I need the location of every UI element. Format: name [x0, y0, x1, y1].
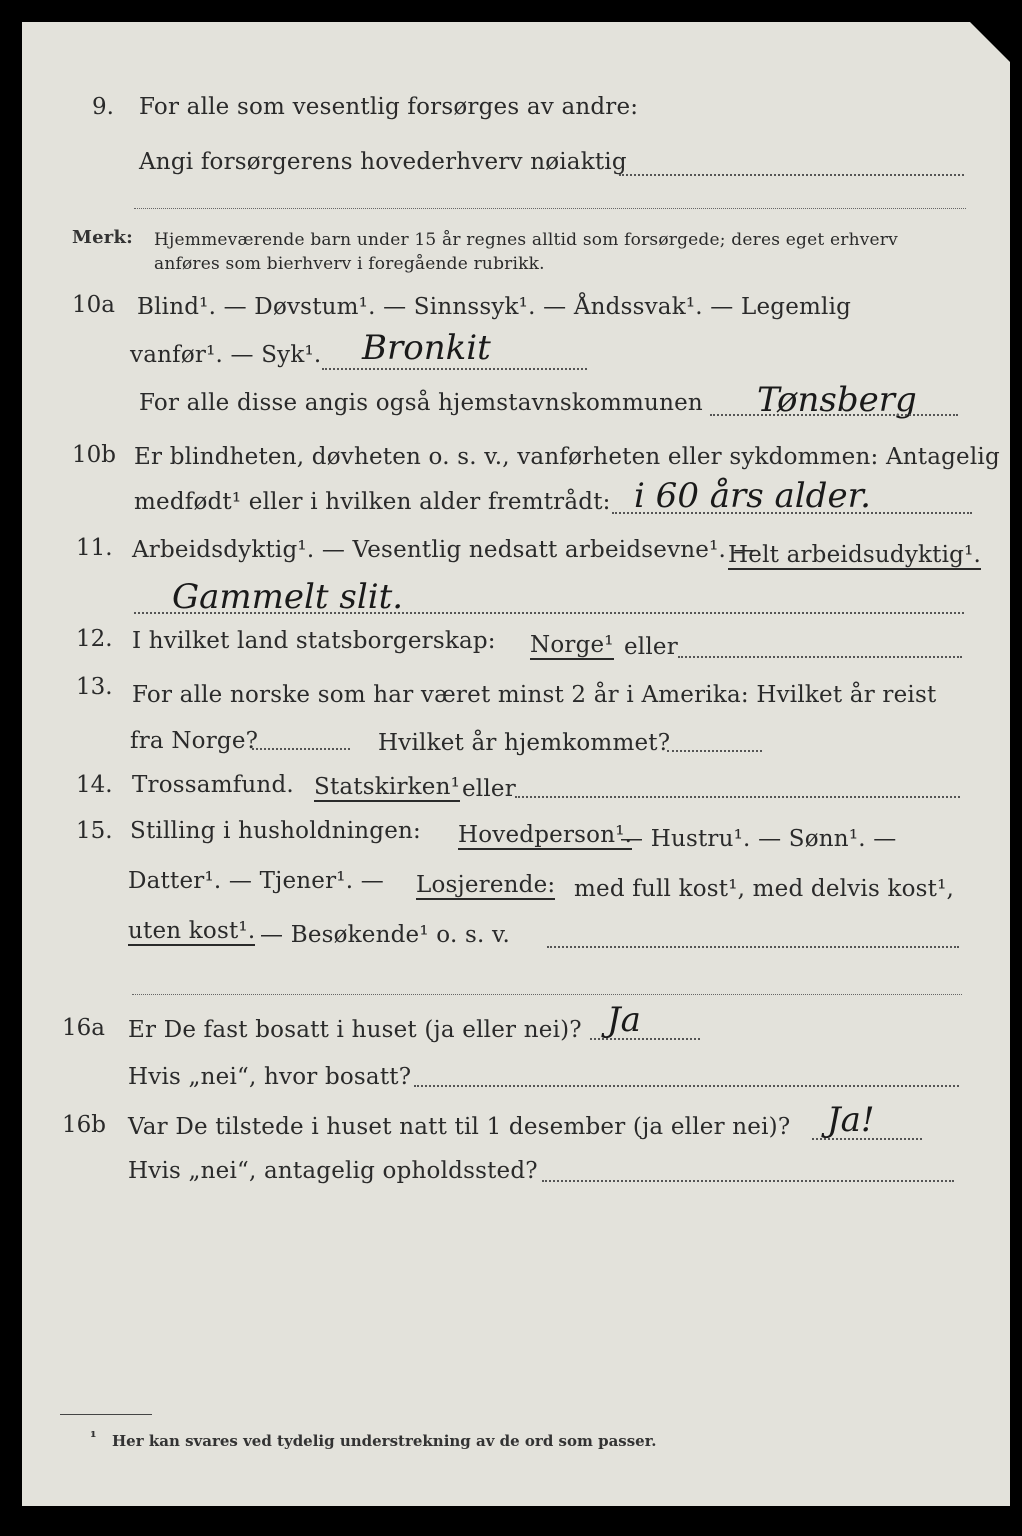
- q16b-line2: Hvis „nei“, antagelig opholdssted?: [128, 1158, 538, 1184]
- q10a-line1: Blind¹. — Døvstum¹. — Sinnssyk¹. — Åndssvak¹. — Legemlig: [137, 294, 852, 320]
- q14-part3: eller: [462, 776, 516, 802]
- q16b-number: 16b: [62, 1112, 106, 1138]
- q13-number: 13.: [76, 674, 113, 700]
- merk-line2: anføres som bierhverv i foregående rubrikk.: [154, 254, 545, 274]
- q10b-line1: Er blindheten, døvheten o. s. v., vanførheten eller sykdommen: Antagelig: [134, 444, 1000, 470]
- q13-line1: For alle norske som har været minst 2 år i Amerika: Hvilket år reist: [132, 682, 937, 708]
- clipped-corner: [970, 22, 1010, 62]
- q10b-answer: i 60 års alder.: [634, 476, 871, 516]
- q16b-answer-line: [812, 1138, 922, 1140]
- q11-part1: Arbeidsdyktig¹. — Vesentlig nedsatt arbeidsevne¹. —: [132, 537, 757, 563]
- q15-line1-a: Stilling i husholdningen:: [130, 818, 421, 844]
- q10b-answer-line: [612, 512, 972, 514]
- q13-part-a: fra Norge?: [130, 728, 259, 754]
- q9-separator: [134, 208, 966, 209]
- q16a-answer: Ja: [607, 1000, 641, 1040]
- q16b-location-line: [542, 1180, 954, 1182]
- q14-number: 14.: [76, 772, 113, 798]
- q16a-line2: Hvis „nei“, hvor bosatt?: [128, 1064, 412, 1090]
- q15-line2-b-underlined: Losjerende:: [416, 872, 556, 898]
- q13-year-returned-line: [667, 750, 762, 752]
- merk-label: Merk:: [72, 227, 133, 248]
- q10a-line2-prefix: vanfør¹. — Syk¹.: [130, 342, 322, 368]
- q14-part2-underlined: Statskirken¹: [314, 774, 461, 800]
- q15-line3-b: — Besøkende¹ o. s. v.: [260, 922, 510, 948]
- q14-answer-line: [515, 796, 960, 798]
- q9-number: 9.: [92, 94, 114, 120]
- q16a-line1: Er De fast bosatt i huset (ja eller nei)?: [128, 1017, 582, 1043]
- q16a-answer-line: [590, 1038, 700, 1040]
- q13-year-left-line: [252, 748, 350, 750]
- census-form-page: [22, 22, 1010, 1506]
- q11-number: 11.: [76, 535, 113, 561]
- q15-line2-a: Datter¹. — Tjener¹. —: [128, 868, 384, 894]
- q15-separator: [132, 994, 962, 995]
- q12-part3: eller: [624, 634, 678, 660]
- q10a-number: 10a: [72, 292, 115, 318]
- q12-number: 12.: [76, 626, 113, 652]
- q10a-illness-line: [322, 368, 587, 370]
- q16a-residence-line: [414, 1085, 959, 1087]
- q15-answer-line: [547, 946, 959, 948]
- q10a-line3: For alle disse angis også hjemstavnskommunen: [139, 390, 703, 416]
- q12-part2-underlined: Norge¹: [530, 632, 614, 658]
- q10a-answer-illness: Bronkit: [362, 328, 491, 368]
- q16a-number: 16a: [62, 1015, 105, 1041]
- q16b-line1: Var De tilstede i huset natt til 1 desember (ja eller nei)?: [128, 1114, 791, 1140]
- q16b-answer: Ja!: [827, 1100, 875, 1140]
- q15-line1-b-underlined: Hovedperson¹.: [458, 822, 633, 848]
- q14-part1: Trossamfund.: [132, 772, 294, 798]
- footnote-mark: ¹: [90, 1428, 97, 1446]
- q9-line2: Angi forsørgerens hovederhverv nøiaktig: [139, 149, 627, 175]
- q15-line1-c: — Hustru¹. — Sønn¹. —: [620, 826, 897, 852]
- q11-part2-underlined: Helt arbeidsudyktig¹.: [728, 542, 982, 568]
- merk-line1: Hjemmeværende barn under 15 år regnes alltid som forsørgede; deres eget erhverv: [154, 230, 898, 250]
- q9-line1: For alle som vesentlig forsørges av andre:: [139, 94, 639, 120]
- q10b-line2: medfødt¹ eller i hvilken alder fremtrådt:: [134, 489, 611, 515]
- q10a-answer-municipality: Tønsberg: [757, 380, 917, 420]
- q11-answer-line: [134, 612, 964, 614]
- q10b-number: 10b: [72, 442, 116, 468]
- q15-number: 15.: [76, 818, 113, 844]
- footnote-text: Her kan svares ved tydelig understrekning av de ord som passer.: [112, 1432, 657, 1450]
- q13-part-b: Hvilket år hjemkommet?: [378, 730, 671, 756]
- footnote-rule: [60, 1414, 152, 1415]
- q9-answer-line: [619, 174, 964, 176]
- q12-part1: I hvilket land statsborgerskap:: [132, 628, 496, 654]
- q15-line2-c: med full kost¹, med delvis kost¹,: [574, 876, 955, 902]
- q10a-municipality-line: [710, 414, 958, 416]
- q15-line3-a-underlined: uten kost¹.: [128, 918, 256, 944]
- q12-answer-line: [678, 656, 962, 658]
- q11-answer: Gammelt slit.: [172, 577, 404, 617]
